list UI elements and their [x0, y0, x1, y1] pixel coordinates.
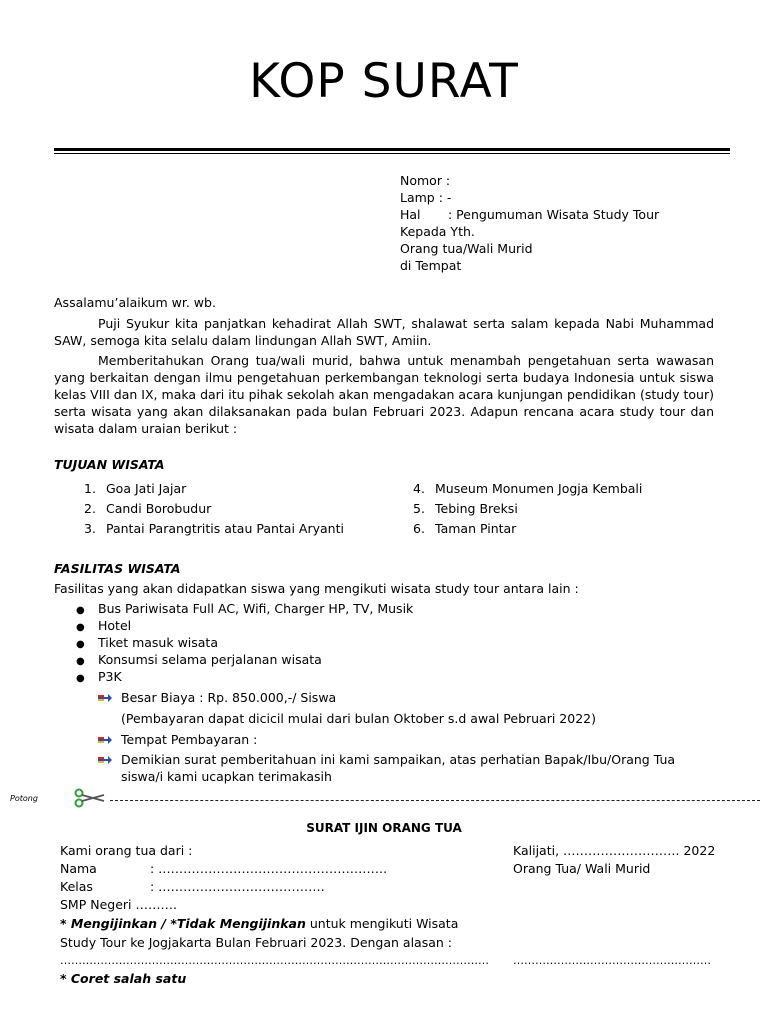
cut-line — [110, 800, 760, 801]
tujuan-item: 4. Museum Monumen Jogja Kembali — [413, 481, 643, 496]
tujuan-item: 1. Goa Jati Jajar — [84, 481, 187, 496]
potong-label: Potong — [10, 794, 38, 803]
arrow-bullet-icon — [98, 754, 112, 766]
arrow-bullet-icon — [98, 734, 112, 746]
bullet-icon: ● — [76, 673, 85, 684]
tujuan-heading: TUJUAN WISATA — [54, 457, 165, 472]
tujuan-item: 6. Taman Pintar — [413, 521, 517, 536]
fasilitas-item: ● Bus Pariwisata Full AC, Wifi, Charger HP, TV, Musik — [76, 600, 413, 619]
fasilitas-item: ● Tiket masuk wisata — [76, 634, 218, 653]
closing-line-2: siswa/i kami ucapkan terimakasih — [121, 769, 332, 784]
paragraph-2: Memberitahukan Orang tua/wali murid, bahwa untuk menambah pengetahuan serta wawasan yang berkaitan dengan ilmu pengetahuan perkembangan teknologi serta budaya Indonesia untuk siswa kelas VIII dan IX, maka dari itu pihak sekolah akan mengadakan acara kunjungan pendidikan (study tour) serta wisata yang akan dilaksanakan pada bulan Februari 2023. Adapun rencana acara study tour dan wisata dalam uraian berikut : — [54, 353, 714, 436]
place-line: di Tempat — [400, 258, 462, 273]
fasilitas-item: ● Konsumsi selama perjalanan wisata — [76, 651, 322, 670]
slip-study: Study Tour ke Jogjakarta Bulan Februari 2023. Dengan alasan : — [60, 935, 452, 950]
hal-label: Hal — [400, 207, 421, 222]
slip-permit: * Mengijinkan / *Tidak Mengijinkan untuk mengikuti Wisata — [60, 916, 459, 931]
nomor-line: Nomor : — [400, 173, 451, 188]
tempat-line: Tempat Pembayaran : — [121, 732, 258, 747]
slip-note: * Coret salah satu — [60, 971, 187, 986]
recipient-line: Orang tua/Wali Murid — [400, 241, 533, 256]
paragraph-1: Puji Syukur kita panjatkan kehadirat Allah SWT, shalawat serta salam kepada Nabi Muhammad SAW, semoga kita selalu dalam lindungan Allah SWT, Amiin. — [54, 316, 714, 348]
fasilitas-intro: Fasilitas yang akan didapatkan siswa yang mengikuti wisata study tour antara lain : — [54, 581, 579, 596]
bullet-icon: ● — [76, 656, 85, 667]
slip-nama-label: Nama — [60, 861, 97, 876]
bullet-icon: ● — [76, 605, 85, 616]
letterhead-rule-thick — [54, 148, 730, 151]
slip-title: SURAT IJIN ORANG TUA — [306, 821, 462, 835]
greeting: Assalamu’alaikum wr. wb. — [54, 295, 216, 310]
fasilitas-heading: FASILITAS WISATA — [54, 561, 181, 576]
slip-date: Kalijati, ………………………. 2022 — [513, 843, 716, 858]
slip-kelas-label: Kelas — [60, 879, 93, 894]
hal-value: : Pengumuman Wisata Study Tour — [448, 207, 660, 222]
tujuan-item: 3. Pantai Parangtritis atau Pantai Aryanti — [84, 521, 344, 536]
biaya-line: Besar Biaya : Rp. 850.000,-/ Siswa — [121, 690, 337, 705]
slip-signer: Orang Tua/ Wali Murid — [513, 861, 651, 876]
fasilitas-item: ● Hotel — [76, 617, 131, 636]
tujuan-item: 5. Tebing Breksi — [413, 501, 518, 516]
slip-signature-field: ……………………………………………… — [513, 954, 711, 967]
scissors-icon — [74, 788, 106, 808]
letterhead-title: KOP SURAT — [249, 54, 519, 109]
kepada-line: Kepada Yth. — [400, 224, 475, 239]
bullet-icon: ● — [76, 639, 85, 650]
slip-from: Kami orang tua dari : — [60, 843, 193, 858]
slip-reason-field: ……………………………………………………………………………………………………… — [60, 954, 489, 967]
biaya-note: (Pembayaran dapat dicicil mulai dari bulan Oktober s.d awal Pebruari 2022) — [121, 711, 596, 726]
letterhead-rule-thin — [54, 153, 730, 154]
bullet-icon: ● — [76, 622, 85, 633]
lamp-line: Lamp : - — [400, 190, 452, 205]
tujuan-item: 2. Candi Borobudur — [84, 501, 212, 516]
slip-kelas-field: : …………………………………. — [150, 879, 325, 894]
arrow-bullet-icon — [98, 692, 112, 704]
closing-line-1: Demikian surat pemberitahuan ini kami sampaikan, atas perhatian Bapak/Ibu/Orang Tua — [121, 752, 676, 767]
slip-smp: SMP Negeri ………. — [60, 897, 177, 912]
slip-nama-field: : ………………………………………………. — [150, 861, 388, 876]
fasilitas-item: ● P3K — [76, 668, 122, 687]
